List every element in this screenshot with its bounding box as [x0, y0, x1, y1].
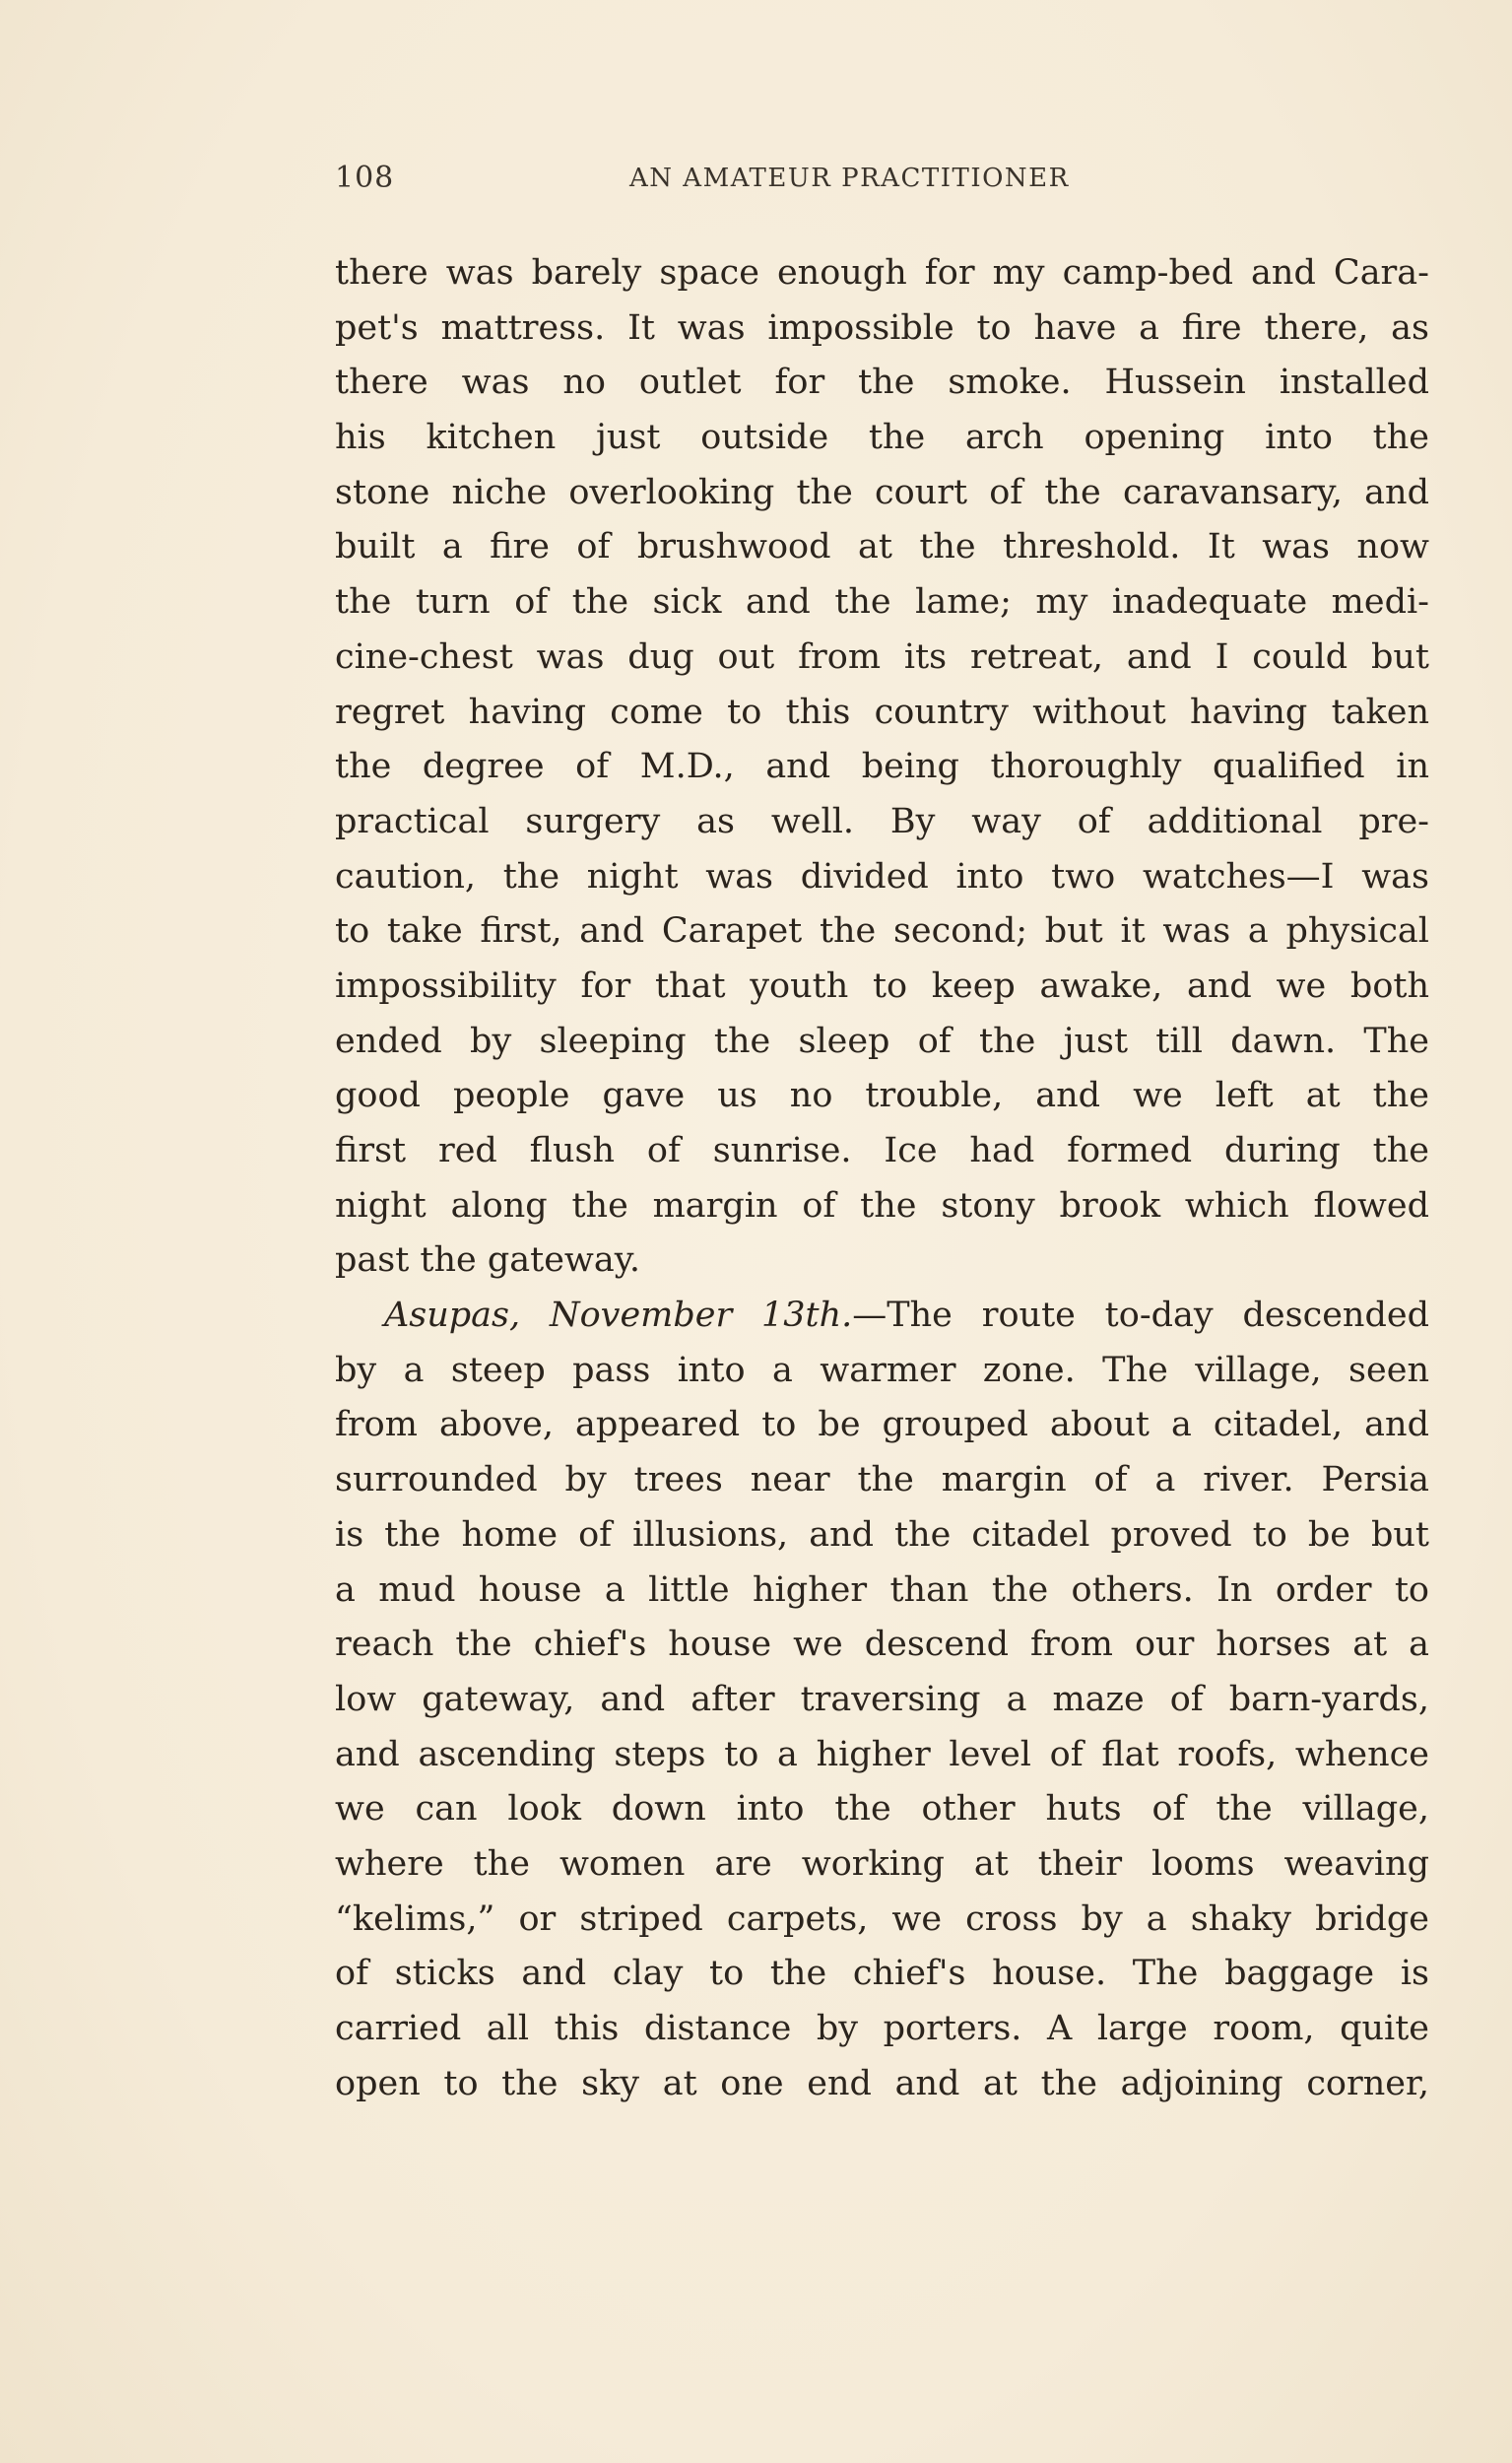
text-line: low gateway, and after traversing a maze of barn-yards,: [335, 1679, 1429, 1719]
text-line: from above, appeared to be grouped about a citadel, and: [335, 1405, 1429, 1445]
diary-entry-heading: Asupas, November 13th.: [384, 1296, 853, 1336]
text-line: “kelims,” or striped carpets, we cross by a shaky bridge: [335, 1898, 1429, 1939]
text-line: pet's mattress. It was impossible to have a fire there, as: [335, 307, 1429, 348]
text-line: and ascending steps to a higher level of flat roofs, whence: [335, 1734, 1429, 1774]
text-line: there was barely space enough for my camp-bed and Cara-: [335, 253, 1429, 293]
text-line: first red flush of sunrise. Ice had formed during the: [335, 1131, 1429, 1170]
text-line: the turn of the sick and the lame; my inadequate medi-: [335, 582, 1429, 623]
text-line: we can look down into the other huts of the village,: [335, 1789, 1429, 1830]
text-line: the degree of M.D., and being thoroughly qualified in: [335, 747, 1429, 787]
text-line: to take first, and Carapet the second; but it was a physical: [335, 911, 1429, 952]
text-line: a mud house a little higher than the others. In order to: [335, 1569, 1429, 1610]
text-line: of sticks and clay to the chief's house. The baggage is: [335, 1954, 1429, 1994]
text-line: caution, the night was divided into two watches—I was: [335, 856, 1429, 897]
paragraph-1: [335, 246, 1429, 1289]
text-line: ended by sleeping the sleep of the just till dawn. The: [335, 1021, 1429, 1061]
text-line: his kitchen just outside the arch opening into the: [335, 418, 1429, 458]
text-line: practical surgery as well. By way of additional pre-: [335, 801, 1429, 841]
text-line: cine-chest was dug out from its retreat, and I could but: [335, 636, 1429, 677]
text-line: surrounded by trees near the margin of a river. Persia: [335, 1460, 1429, 1500]
text-line: is the home of illusions, and the citadel proved to be but: [335, 1514, 1429, 1555]
page-header: [335, 161, 1433, 204]
text-line: impossibility for that youth to keep awake, and we both: [335, 965, 1429, 1006]
text-line: reach the chief's house we descend from our horses at a: [335, 1625, 1429, 1665]
text-line: where the women are working at their looms weaving: [335, 1843, 1429, 1884]
text-line: built a fire of brushwood at the threshold. It was now: [335, 527, 1429, 567]
text-line: good people gave us no trouble, and we left at the: [335, 1076, 1429, 1116]
text-line: carried all this distance by porters. A large room, quite: [335, 2009, 1429, 2048]
text-line: by a steep pass into a warmer zone. The village, seen: [335, 1350, 1429, 1390]
paragraph-2: [335, 1289, 1429, 2111]
text-line: stone niche overlooking the court of the caravansary, and: [335, 472, 1429, 512]
text-line: night along the margin of the stony brook which flowed: [335, 1185, 1429, 1226]
text-line: there was no outlet for the smoke. Hussein installed: [335, 363, 1429, 403]
text-line: open to the sky at one end and at the adjoining corner,: [335, 2063, 1429, 2103]
body-text: [335, 246, 1429, 2111]
diary-entry-first-line-text: —The route to-day descended: [852, 1296, 1429, 1336]
page-number: 108: [335, 161, 395, 195]
text-line: regret having come to this country without having taken: [335, 692, 1429, 732]
running-title: AN AMATEUR PRACTITIONER: [629, 164, 1070, 193]
diary-entry-first-line: [335, 1289, 1429, 1344]
text-line: past the gateway.: [335, 1240, 640, 1281]
